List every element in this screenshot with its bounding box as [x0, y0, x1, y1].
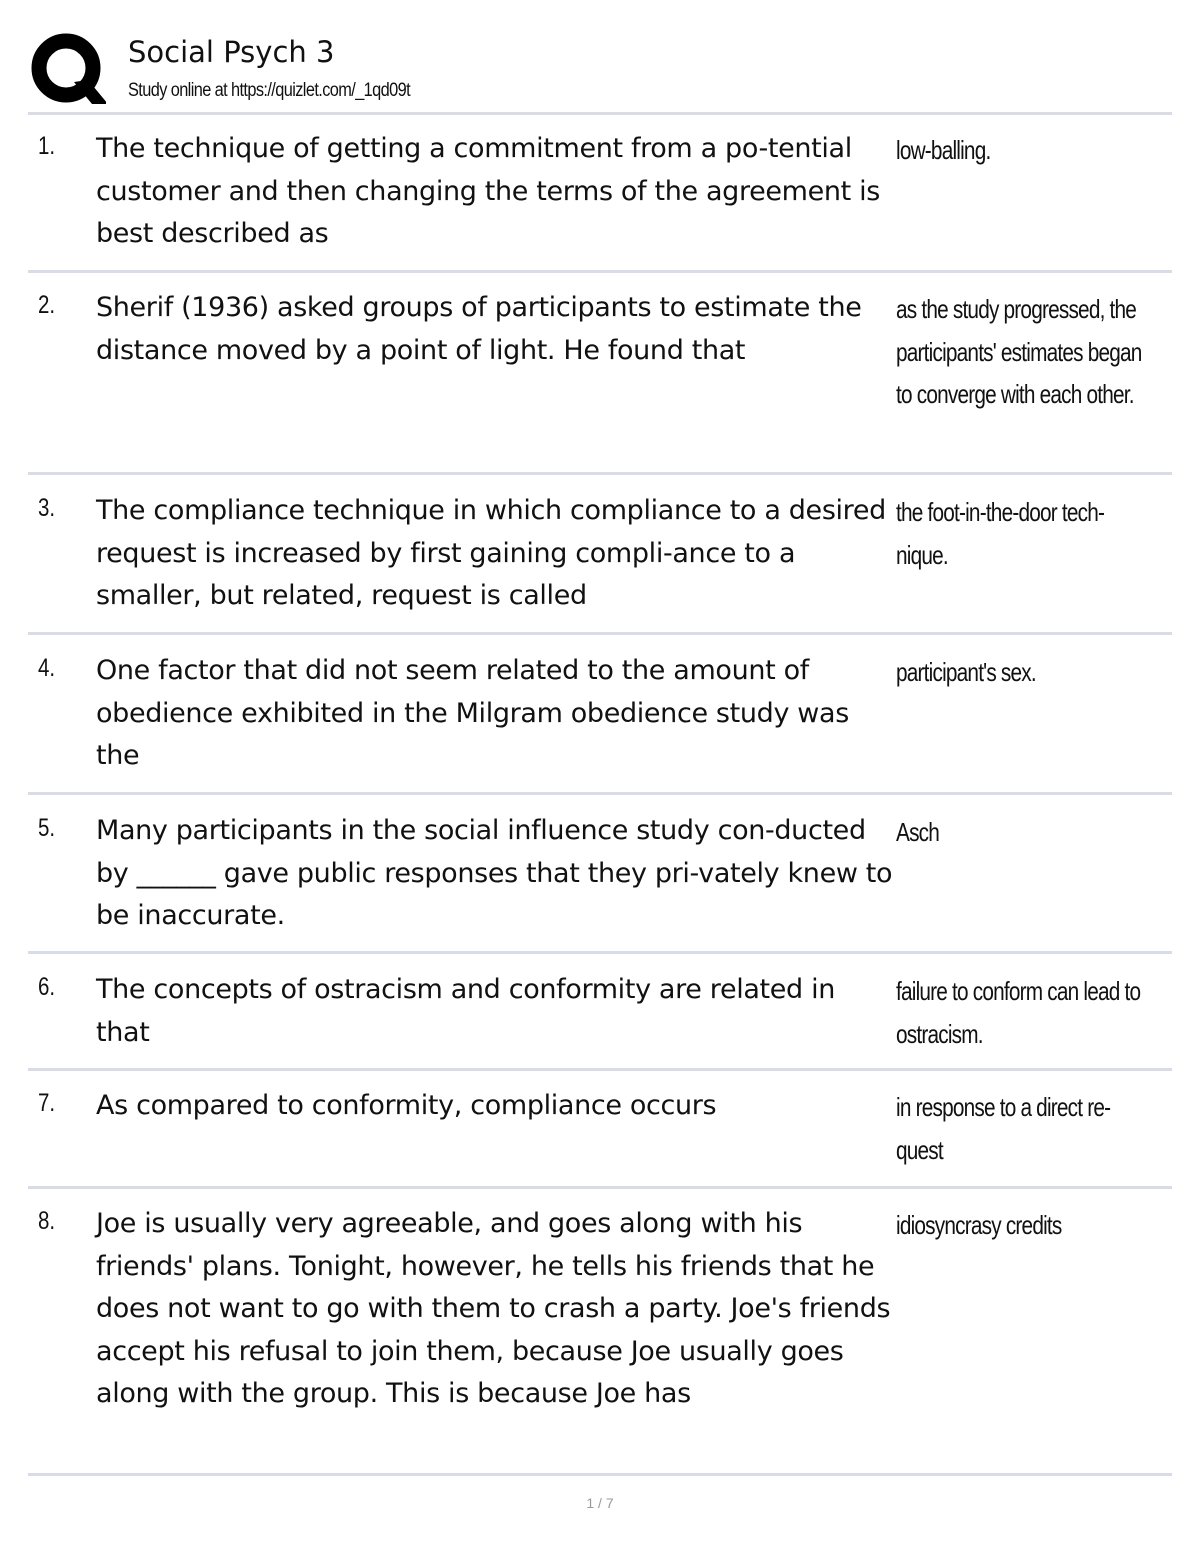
card-definition: low-balling. — [896, 135, 991, 165]
set-title: Social Psych 3 — [128, 35, 335, 69]
card-term: One factor that did not seem related to the amount of obedience exhibited in the Milgram obedience study was the — [96, 655, 849, 771]
card-term: Many participants in the social influence study con-ducted by ______ gave public responses that they pri-vately knew to be inaccurate. — [96, 815, 893, 931]
card-term: The compliance technique in which compliance to a desired request is increased by first gaining compli-ance to a smaller, but related, request is called — [96, 495, 886, 611]
card-divider — [28, 792, 1172, 795]
card-number: 1. — [38, 132, 56, 160]
card-number: 8. — [38, 1207, 56, 1235]
card-divider — [28, 1473, 1172, 1476]
card-number: 7. — [38, 1089, 56, 1117]
card-divider — [28, 1068, 1172, 1071]
card-divider — [28, 632, 1172, 635]
card-definition: in response to a direct re-quest — [896, 1092, 1111, 1165]
card-term: The technique of getting a commitment from a po-tential customer and then changing the terms of the agreement is best described as — [96, 133, 880, 249]
card-divider — [28, 270, 1172, 273]
card-number: 4. — [38, 654, 56, 682]
card-definition: participant's sex. — [896, 657, 1036, 687]
card-definition: failure to conform can lead to ostracism. — [896, 976, 1141, 1049]
study-online-link[interactable]: Study online at https://quizlet.com/_1qd09t — [128, 80, 411, 101]
card-divider — [28, 472, 1172, 475]
card-definition: as the study progressed, the participants' estimates began to converge with each other. — [896, 294, 1142, 409]
card-number: 3. — [38, 494, 56, 522]
card-number: 2. — [38, 291, 56, 319]
card-definition: the foot-in-the-door tech-nique. — [896, 497, 1105, 570]
page-indicator: 1 / 7 — [586, 1495, 614, 1511]
card-term: As compared to conformity, compliance occurs — [96, 1090, 717, 1121]
card-number: 5. — [38, 814, 56, 842]
card-number: 6. — [38, 973, 56, 1001]
card-definition: idiosyncrasy credits — [896, 1210, 1062, 1240]
card-term: Joe is usually very agreeable, and goes along with his friends' plans. Tonight, however, he tells his friends that he does not want to go with them to crash a party. Joe's friends accept his refusal to join them, because Joe usually goes along with the group. This is because Joe has — [96, 1208, 891, 1409]
card-definition: Asch — [896, 817, 940, 847]
card-divider — [28, 1186, 1172, 1189]
card-term: The concepts of ostracism and conformity are related in that — [96, 974, 835, 1048]
card-divider — [28, 951, 1172, 954]
card-term: Sherif (1936) asked groups of participants to estimate the distance moved by a point of light. He found that — [96, 292, 862, 366]
